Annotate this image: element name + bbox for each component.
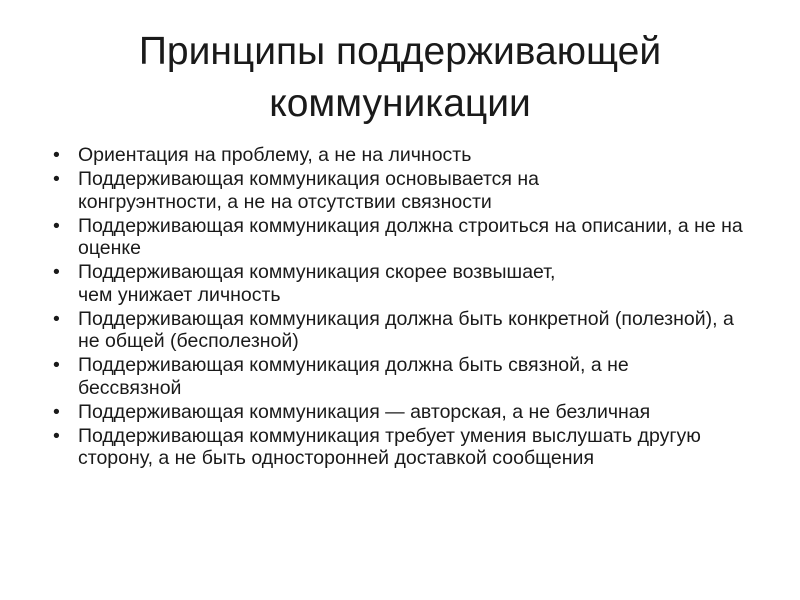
bullet-text: Поддерживающая коммуникация требует умения выслушать другую сторону, а не быть односторонней доставкой сообщения [78,424,701,469]
bullet-item-3 [52,215,752,260]
bullet-icon: • [53,261,60,283]
bullet-text: Поддерживающая коммуникация должна строиться на описании, а не на оценке [78,214,743,259]
bullet-item-5 [52,308,738,353]
bullet-text: Поддерживающая коммуникация должна быть конкретной (полезной), а не общей (бесполезной) [78,307,734,352]
bullet-item-1 [52,144,752,167]
slide-title-line-1: Принципы поддерживающей [138,30,662,73]
slide-title-line-2: коммуникации [269,82,531,125]
bullet-icon: • [53,400,60,423]
bullet-icon: • [53,354,60,376]
bullet-list [52,144,752,471]
bullet-text: Поддерживающая коммуникация основывается на конгруэнтности, а не на отсутствии связности [78,168,539,213]
bullet-item-8 [52,425,758,470]
bullet-text: Поддерживающая коммуникация скорее возвышает, чем унижает личность [78,261,556,306]
bullet-text: Поддерживающая коммуникация должна быть связной, а не бессвязной [78,354,629,399]
bullet-icon: • [53,168,60,190]
bullet-item-2 [52,168,578,213]
slide-title [60,26,740,130]
bullet-item-6 [52,354,728,399]
bullet-icon: • [53,307,60,330]
bullet-item-7 [52,401,752,424]
bullet-icon: • [53,214,60,237]
bullet-icon: • [53,424,60,447]
bullet-text: Поддерживающая коммуникация — авторская, а не безличная [78,400,651,423]
bullet-item-4 [52,261,558,306]
bullet-icon: • [53,144,60,166]
bullet-text: Ориентация на проблему, а не на личность [78,144,472,166]
